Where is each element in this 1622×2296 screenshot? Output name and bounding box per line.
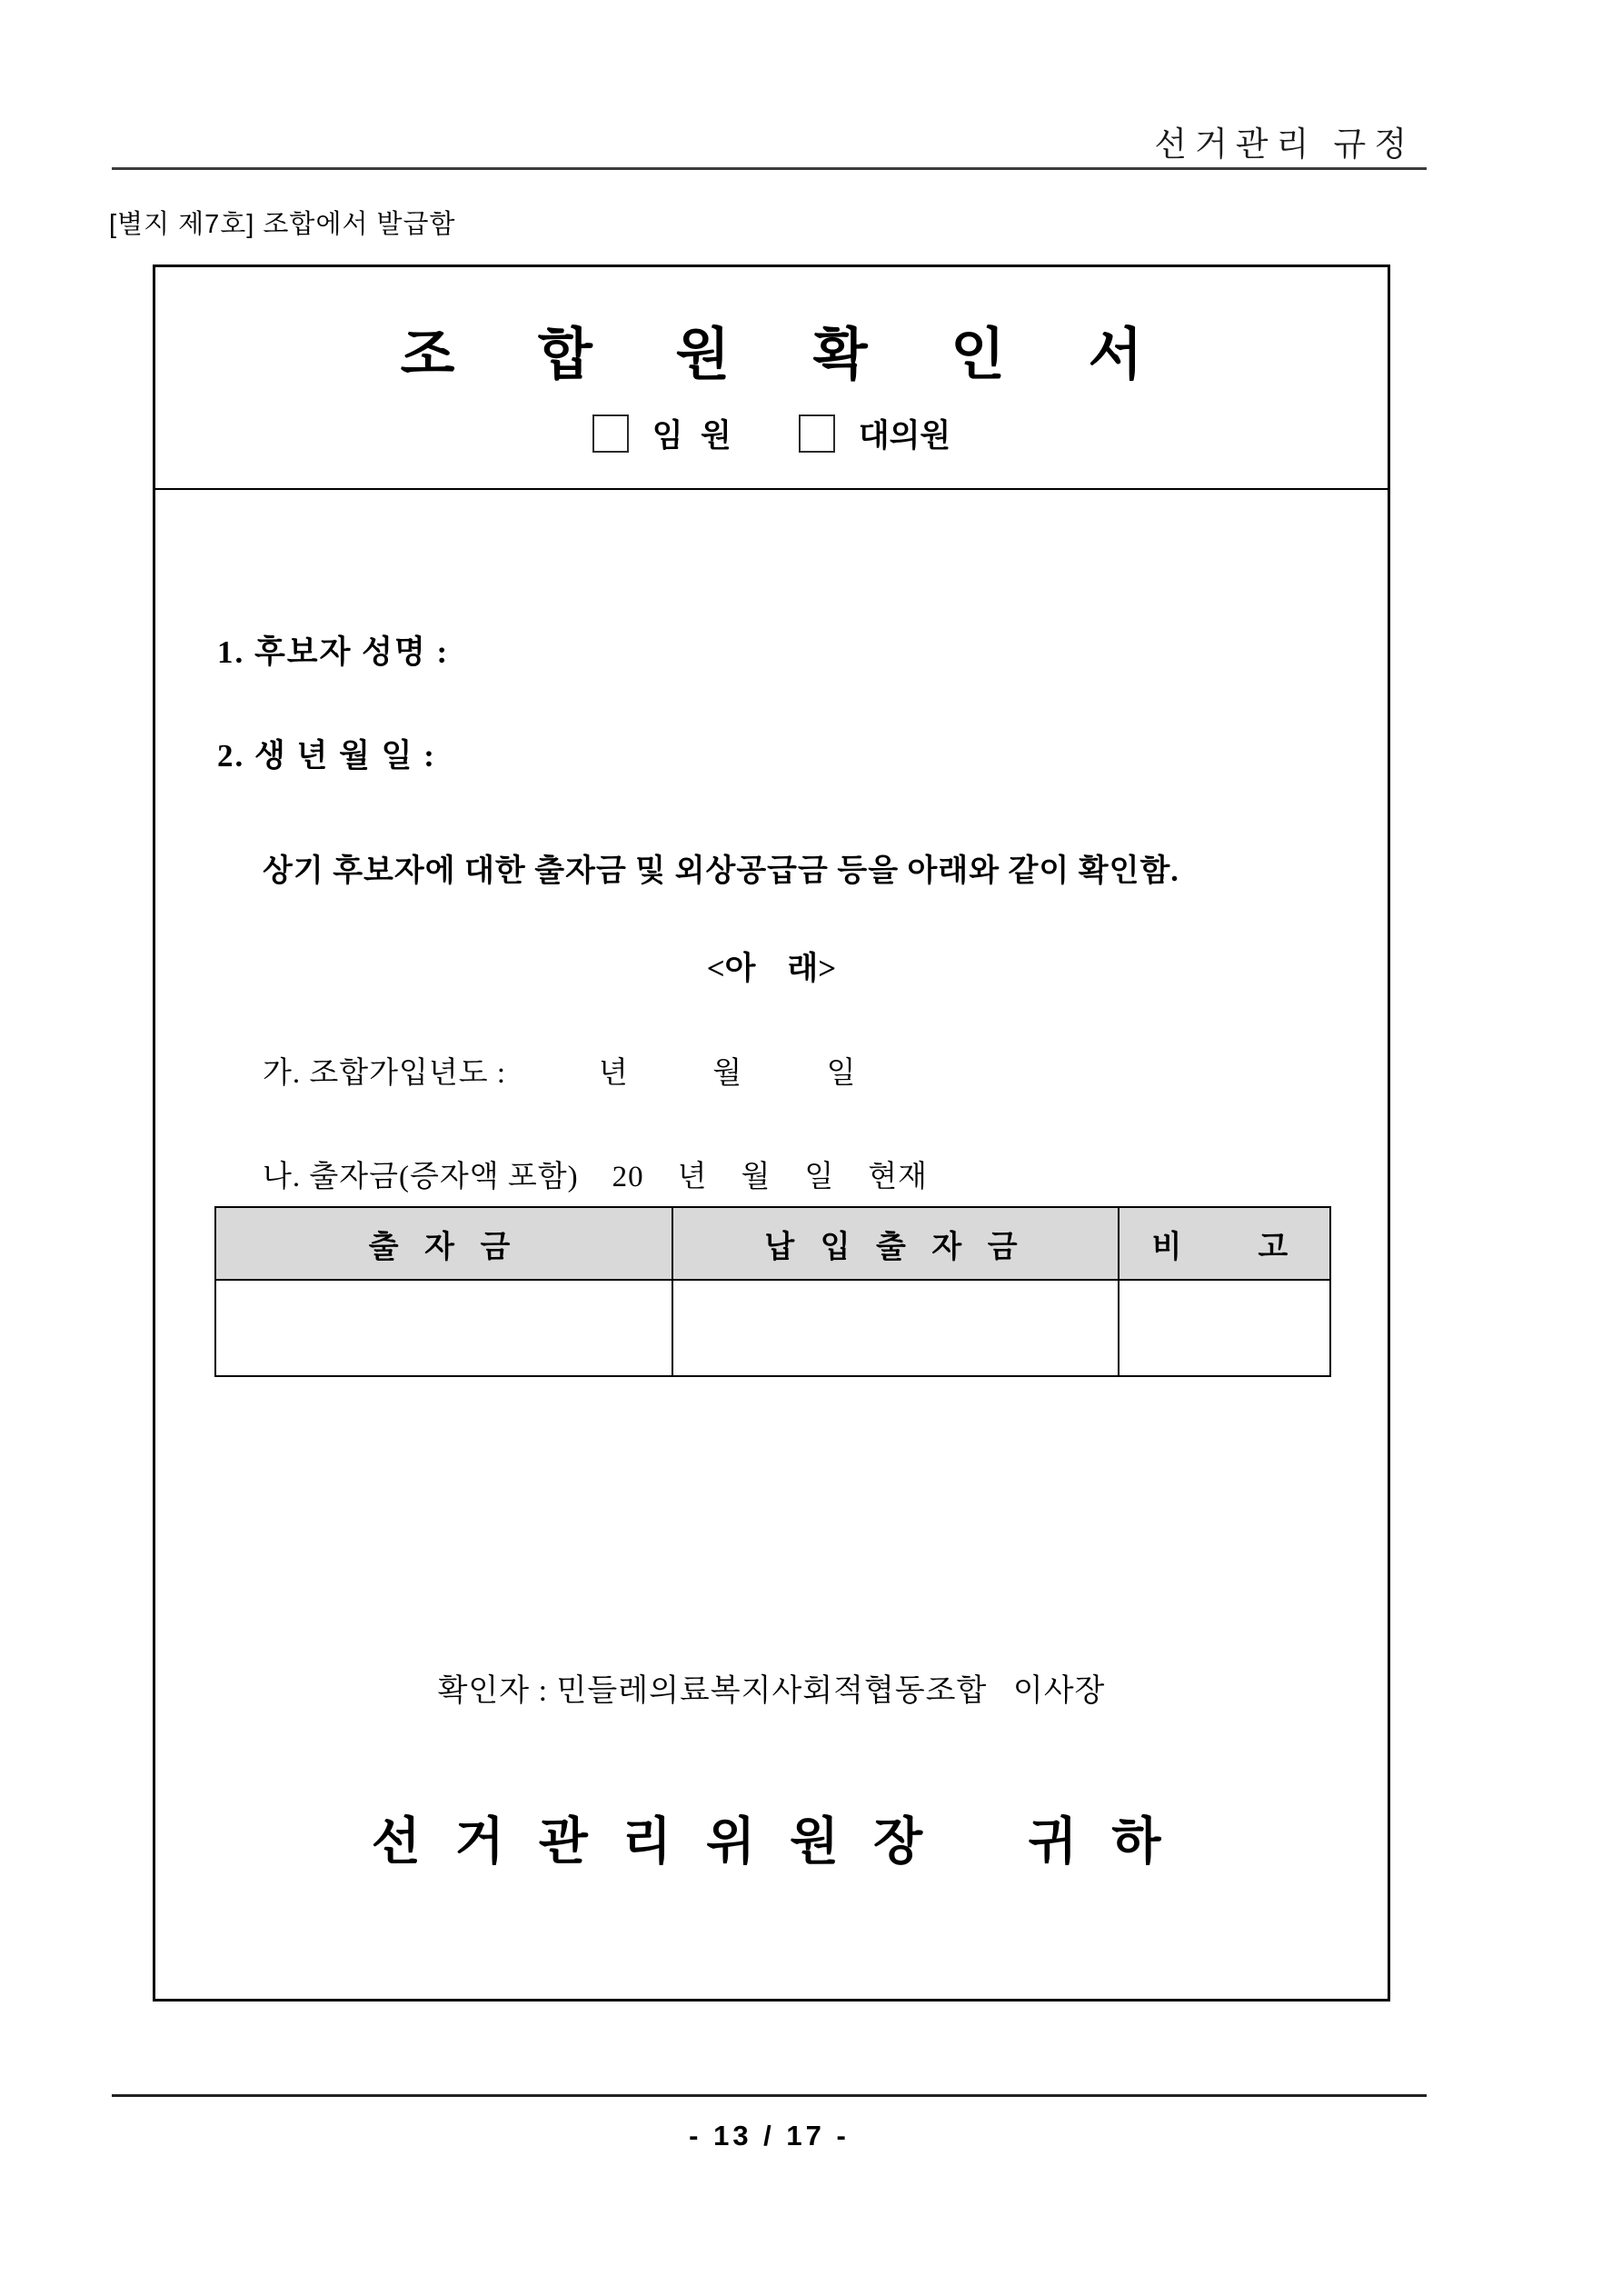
contribution-table <box>214 1206 1331 1377</box>
page-number: - 13 / 17 - <box>689 2120 850 2151</box>
field-candidate-name: 1. 후보자 성명 : <box>217 634 450 670</box>
table-row <box>215 1280 1330 1376</box>
cell-note <box>1119 1280 1330 1376</box>
checkbox-delegate-icon <box>799 414 835 453</box>
cell-contribution <box>215 1280 672 1376</box>
header-note: 비 고 <box>1119 1207 1330 1280</box>
header-contribution: 출 자 금 <box>215 1207 672 1280</box>
document-header-title: 선거관리 규정 <box>1154 126 1415 164</box>
checkbox-group-officer <box>592 411 731 456</box>
checkbox-officer-label: 임 원 <box>652 418 731 454</box>
header-divider <box>112 167 1427 170</box>
member-confirmation-form <box>153 265 1390 2002</box>
header-paid-contribution: 납 입 출 자 금 <box>672 1207 1119 1280</box>
confirmer-line: 확인자 : 민들레의료복지사회적협동조합 이사장 <box>437 1674 1106 1708</box>
field-date-of-birth: 2. 생 년 월 일 : <box>217 738 436 774</box>
detail-contribution-date: 나. 출자금(증자액 포함) 20 년 월 일 현재 <box>263 1161 929 1193</box>
checkbox-group-delegate <box>799 411 950 456</box>
form-title-divider <box>155 488 1388 490</box>
below-heading: <아 래> <box>706 951 837 986</box>
detail-join-year: 가. 조합가입년도 : 년 월 일 <box>263 1057 857 1090</box>
addressee-line: 선 거 관 리 위 원 장 귀 하 <box>371 1814 1172 1871</box>
checkbox-officer-icon <box>592 414 629 453</box>
footer-divider <box>112 2094 1427 2097</box>
role-checkbox-row <box>155 411 1388 456</box>
confirmation-statement: 상기 후보자에 대한 출자금 및 외상공급금 등을 아래와 같이 확인함. <box>263 854 1179 888</box>
table-header-row <box>215 1207 1330 1280</box>
form-title: 조 합 원 확 인 서 <box>400 324 1178 386</box>
attachment-label: [별지 제7호] 조합에서 발급함 <box>109 210 456 239</box>
checkbox-delegate-label: 대의원 <box>858 418 951 454</box>
cell-paid-contribution <box>672 1280 1119 1376</box>
